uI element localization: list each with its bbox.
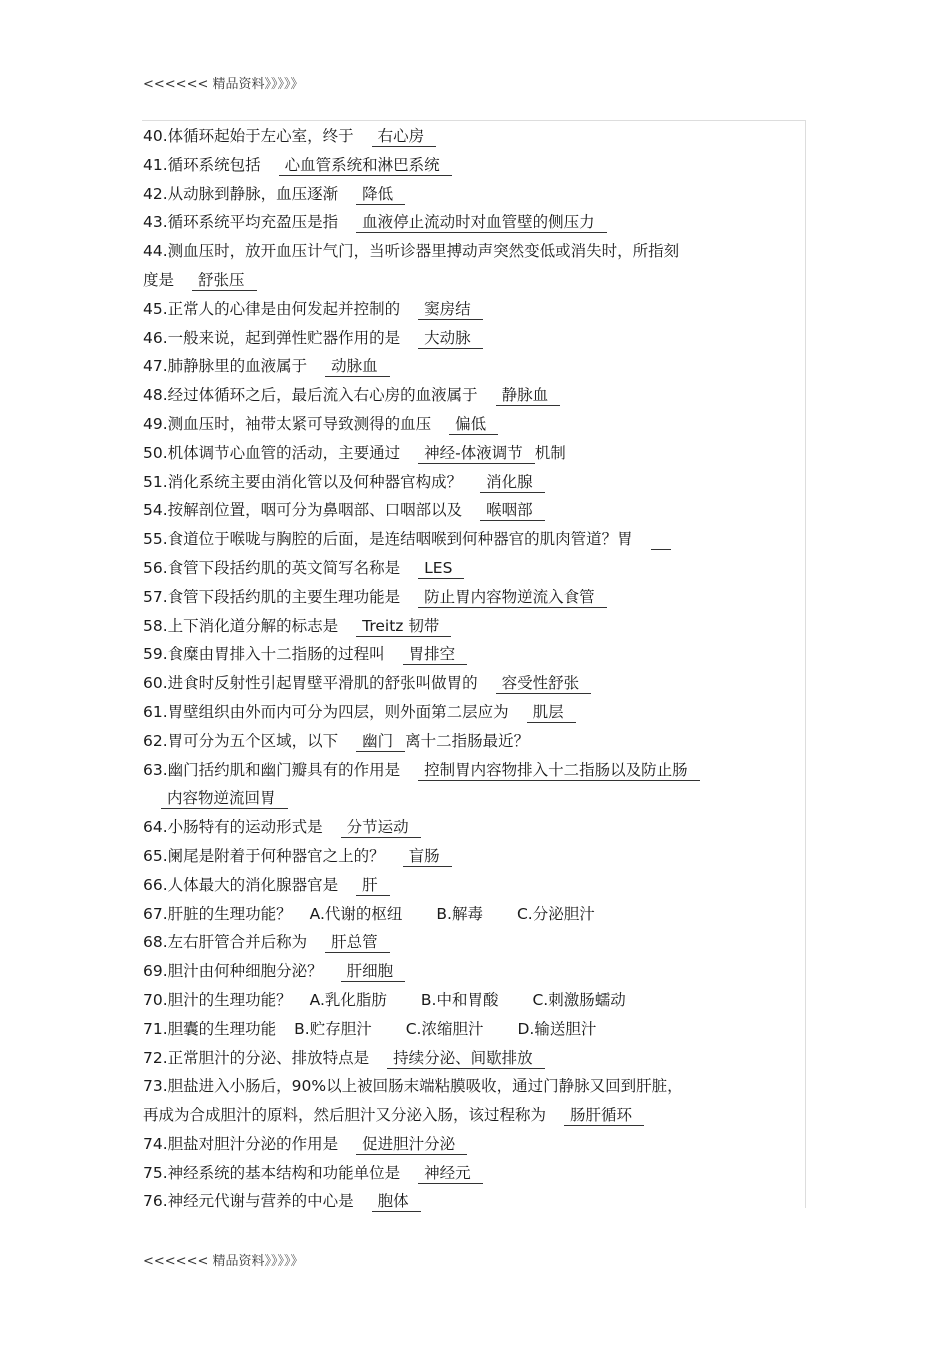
- answer-blank: 肝总管: [325, 933, 390, 953]
- question-line: [143, 122, 798, 151]
- question-line: [143, 468, 798, 497]
- question-text: 45.正常人的心律是由何发起并控制的: [143, 299, 401, 318]
- answer-blank: 静脉血: [496, 386, 561, 406]
- question-text: 40.体循环起始于左心室，终于: [143, 127, 354, 145]
- answer-blank: 容受性舒张: [496, 674, 592, 694]
- answer-blank: 分节运动: [341, 818, 421, 838]
- question-text: 70.胆汁的生理功能？: [143, 990, 292, 1009]
- question-line: [143, 1072, 798, 1101]
- question-line: [143, 957, 798, 986]
- question-text: 64.小肠特有的运动形式是: [143, 818, 323, 837]
- answer-blank: 促进胆汁分泌: [356, 1135, 467, 1155]
- question-text: 59.食糜由胃排入十二指肠的过程叫: [143, 645, 385, 664]
- question-line: [143, 439, 798, 468]
- answer-blank: 心血管系统和淋巴系统: [279, 156, 452, 176]
- question-line: [143, 381, 798, 410]
- answer-blank: 盲肠: [403, 847, 452, 867]
- question-text: 度是: [143, 270, 175, 289]
- answer-option: C.分泌胆汁: [516, 904, 595, 923]
- answer-blank: 肌层: [527, 703, 576, 723]
- question-text: 56.食管下段括约肌的英文简写名称是: [143, 558, 401, 577]
- answer-option: A.代谢的枢纽: [309, 904, 403, 923]
- page-header: <<<<<< 精品资料》》》》》: [143, 77, 304, 92]
- answer-option: B.中和胃酸: [420, 990, 499, 1009]
- question-text: 50.机体调节心血管的活动，主要通过: [143, 443, 401, 462]
- question-line: [143, 208, 798, 237]
- answer-blank: 消化腺: [480, 473, 545, 493]
- question-line: [143, 525, 798, 554]
- question-line: [143, 900, 798, 929]
- question-line: [143, 669, 798, 698]
- question-line: [143, 554, 798, 583]
- question-line: [143, 583, 798, 612]
- question-text: 63.幽门括约肌和幽门瓣具有的作用是: [143, 760, 401, 779]
- answer-option: B.贮存胆汁: [294, 1019, 372, 1038]
- question-text: 71.胆囊的生理功能: [143, 1019, 277, 1038]
- answer-blank: 胃排空: [403, 645, 468, 665]
- question-text: 41.循环系统包括: [143, 155, 261, 174]
- question-line: [143, 237, 798, 266]
- question-line: [143, 151, 798, 180]
- question-line: [143, 784, 798, 813]
- question-text: 67.肝脏的生理功能？: [143, 904, 292, 923]
- answer-option: A.乳化脂肪: [309, 990, 387, 1009]
- answer-blank: 肝细胞: [341, 962, 406, 982]
- question-line: [143, 842, 798, 871]
- answer-option: D.输送胆汁: [517, 1019, 597, 1038]
- answer-blank: 大动脉: [418, 329, 483, 349]
- question-line: [143, 352, 798, 381]
- question-text: 55.食道位于喉咙与胸腔的后面，是连结咽喉到何种器官的肌肉管道？胃: [143, 530, 633, 549]
- answer-blank: 降低: [356, 185, 405, 205]
- question-text: 65.阑尾是附着于何种器官之上的？: [143, 846, 385, 865]
- answer-blank: 神经元: [418, 1164, 483, 1184]
- answer-blank: LES: [418, 559, 464, 579]
- question-text: 47.肺静脉里的血液属于: [143, 357, 308, 376]
- answer-option: C.刺激肠蠕动: [532, 990, 626, 1009]
- question-text: 48.经过体循环之后，最后流入右心房的血液属于: [143, 386, 478, 405]
- question-line: [143, 496, 798, 525]
- answer-blank: 右心房: [372, 127, 437, 147]
- question-text: 49.测血压时，袖带太紧可导致测得的血压: [143, 414, 432, 433]
- question-line: [143, 640, 798, 669]
- answer-blank: 神经-体液调节: [418, 444, 535, 464]
- question-text: 75.神经系统的基本结构和功能单位是: [143, 1163, 401, 1182]
- question-line: [143, 324, 798, 353]
- question-text: 57.食管下段括约肌的主要生理功能是: [143, 587, 401, 606]
- question-line: [143, 1187, 798, 1216]
- question-text: 72.正常胆汁的分泌、排放特点是: [143, 1048, 370, 1067]
- question-text: 68.左右肝管合并后称为: [143, 933, 308, 952]
- answer-blank: 偏低: [449, 415, 498, 435]
- question-text: 再成为合成胆汁的原料，然后胆汁又分泌入肠，该过程称为: [143, 1106, 547, 1125]
- answer-blank: [651, 530, 671, 550]
- question-text: 69.胆汁由何种细胞分泌？: [143, 962, 323, 981]
- question-text: 51.消化系统主要由消化管以及何种器官构成？: [143, 472, 463, 491]
- question-line: [143, 1101, 798, 1130]
- question-line: [143, 813, 798, 842]
- answer-blank: 胞体: [372, 1192, 421, 1212]
- question-line: [143, 871, 798, 900]
- question-text: 44.测血压时，放开血压计气门，当听诊器里搏动声突然变低或消失时，所指刻: [143, 242, 680, 261]
- answer-blank: 血液停止流动时对血管壁的侧压力: [356, 213, 607, 233]
- question-line: [143, 1044, 798, 1073]
- question-suffix: 机制: [534, 443, 566, 462]
- question-line: [143, 986, 798, 1015]
- question-line: [143, 266, 798, 295]
- answer-blank: 内容物逆流回胃: [161, 789, 288, 809]
- question-line: [143, 295, 798, 324]
- answer-blank: 幽门: [356, 732, 405, 752]
- question-line: [143, 698, 798, 727]
- answer-blank: 肠肝循环: [564, 1106, 644, 1126]
- question-text: 73.胆盐进入小肠后，90%以上被回肠末端粘膜吸收，通过门静脉又回到肝脏，: [143, 1077, 683, 1096]
- question-line: [143, 180, 798, 209]
- question-text: 66.人体最大的消化腺器官是: [143, 875, 339, 894]
- question-text: 61.胃壁组织由外而内可分为四层，则外面第二层应为: [143, 702, 509, 721]
- question-line: [143, 410, 798, 439]
- question-line: [143, 612, 798, 641]
- question-text: 60.进食时反射性引起胃壁平滑肌的舒张叫做胃的: [143, 674, 478, 693]
- question-text: 42.从动脉到静脉，血压逐渐: [143, 184, 339, 203]
- question-text: 76.神经元代谢与营养的中心是: [143, 1192, 354, 1211]
- answer-blank: 肝: [356, 876, 390, 896]
- answer-blank: 防止胃内容物逆流入食管: [418, 588, 607, 608]
- answer-option: C.浓缩胆汁: [405, 1019, 484, 1038]
- answer-option: B.解毒: [436, 904, 483, 923]
- question-line: [143, 1130, 798, 1159]
- question-line: [143, 1015, 798, 1044]
- question-line: [143, 928, 798, 957]
- answer-blank: 窦房结: [418, 300, 483, 320]
- page-footer: <<<<<< 精品资料》》》》》: [143, 1254, 304, 1269]
- answer-blank: 喉咽部: [480, 501, 545, 521]
- question-text: 46.一般来说，起到弹性贮器作用的是: [143, 328, 401, 347]
- answer-blank: Treitz 韧带: [356, 617, 451, 637]
- question-list: [143, 122, 798, 1216]
- question-text: 74.胆盐对胆汁分泌的作用是: [143, 1134, 339, 1153]
- answer-blank: 动脉血: [325, 357, 390, 377]
- question-text: 54.按解剖位置，咽可分为鼻咽部、口咽部以及: [143, 501, 463, 520]
- question-text: 58.上下消化道分解的标志是: [143, 616, 339, 635]
- question-suffix: 离十二指肠最近？: [405, 731, 530, 750]
- answer-blank: 舒张压: [192, 271, 257, 291]
- question-line: [143, 756, 798, 785]
- question-line: [143, 727, 798, 756]
- answer-blank: 控制胃内容物排入十二指肠以及防止肠: [418, 761, 700, 781]
- answer-blank: 持续分泌、间歇排放: [387, 1049, 545, 1069]
- question-line: [143, 1159, 798, 1188]
- question-text: 62.胃可分为五个区域，以下: [143, 731, 339, 750]
- question-text: 43.循环系统平均充盈压是指: [143, 213, 339, 232]
